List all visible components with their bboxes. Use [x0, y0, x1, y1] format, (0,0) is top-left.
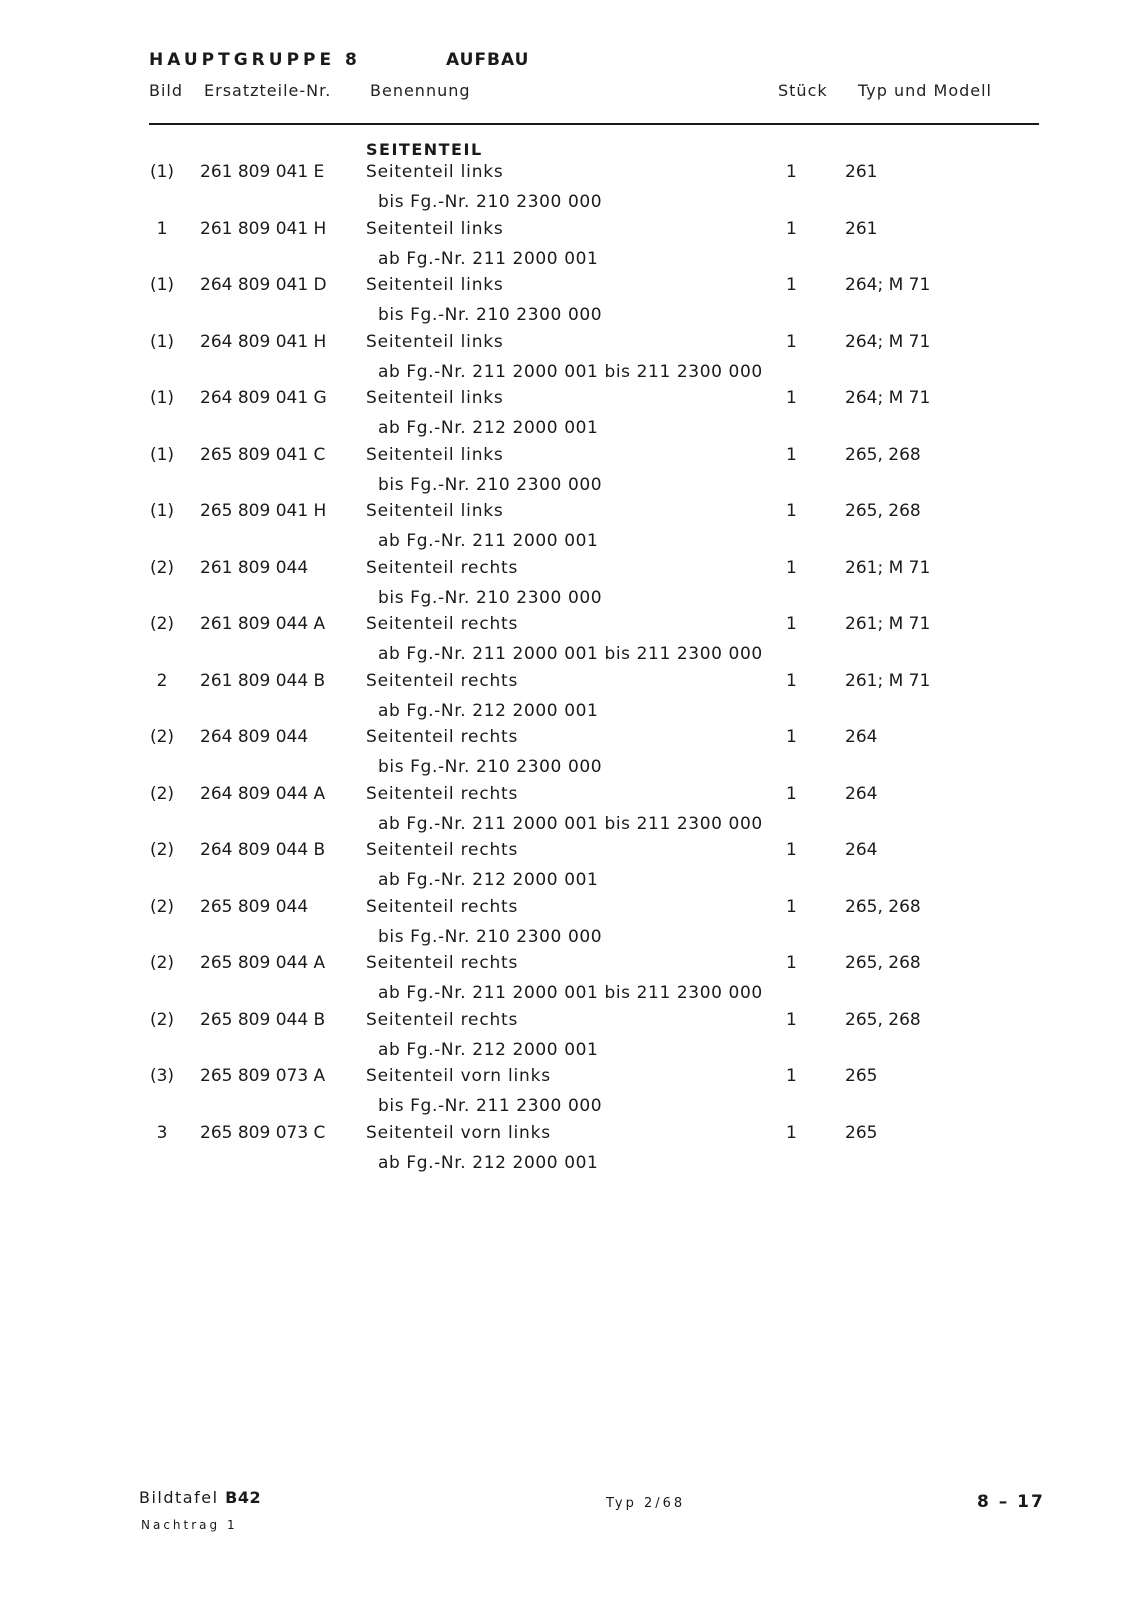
row-note: ab Fg.-Nr. 212 2000 001 [378, 1152, 599, 1173]
footer-nachtrag: Nachtrag 1 [141, 1518, 238, 1532]
row-type-model: 265, 268 [845, 444, 921, 465]
bildtafel-code: B42 [225, 1488, 262, 1507]
row-quantity: 1 [786, 1122, 797, 1143]
row-part-number: 265 809 044 B [200, 1009, 326, 1030]
row-part-number: 265 809 044 [200, 896, 309, 917]
row-type-model: 264; M 71 [845, 275, 931, 295]
table-row [0, 727, 1133, 783]
row-name: Seitenteil links [366, 162, 504, 182]
row-name: Seitenteil rechts [366, 783, 519, 804]
row-bild: (2) [149, 727, 175, 747]
row-quantity: 1 [786, 783, 797, 804]
row-note: ab Fg.-Nr. 211 2000 001 [378, 531, 599, 551]
row-type-model: 264; M 71 [845, 331, 931, 352]
row-name: Seitenteil vorn links [366, 1066, 551, 1086]
row-name: Seitenteil rechts [366, 953, 519, 973]
row-bild: (1) [149, 501, 175, 521]
row-name: Seitenteil links [366, 444, 504, 465]
row-part-number: 265 809 041 H [200, 501, 327, 521]
row-note: ab Fg.-Nr. 212 2000 001 [378, 870, 599, 890]
table-row [0, 275, 1133, 331]
column-header-quantity: Stück [778, 81, 828, 100]
row-note: bis Fg.-Nr. 210 2300 000 [378, 757, 603, 777]
footer-typ: Typ 2/68 [606, 1496, 686, 1511]
row-type-model: 264 [845, 783, 878, 804]
row-bild: (2) [149, 953, 175, 973]
row-part-number: 261 809 044 [200, 557, 309, 578]
table-row [0, 1066, 1133, 1122]
row-bild: 2 [156, 670, 168, 691]
row-quantity: 1 [786, 331, 797, 352]
row-quantity: 1 [786, 670, 797, 691]
row-note: ab Fg.-Nr. 211 2000 001 bis 211 2300 000 [378, 361, 763, 382]
row-name: Seitenteil rechts [366, 614, 519, 634]
table-row [0, 671, 1133, 727]
row-type-model: 264; M 71 [845, 388, 931, 408]
row-type-model: 265 [845, 1122, 878, 1143]
row-name: Seitenteil links [366, 218, 504, 239]
row-name: Seitenteil links [366, 501, 504, 521]
table-row [0, 558, 1133, 614]
row-name: Seitenteil rechts [366, 557, 519, 578]
row-note: ab Fg.-Nr. 212 2000 001 [378, 700, 599, 721]
row-type-model: 261 [845, 218, 878, 239]
row-name: Seitenteil rechts [366, 670, 519, 691]
row-note: bis Fg.-Nr. 211 2300 000 [378, 1096, 603, 1116]
column-header-type-model: Typ und Modell [858, 81, 992, 100]
row-bild: (2) [149, 557, 175, 578]
row-type-model: 265, 268 [845, 501, 921, 521]
row-quantity: 1 [786, 953, 797, 973]
table-row [0, 388, 1133, 444]
row-note: bis Fg.-Nr. 210 2300 000 [378, 926, 603, 947]
row-type-model: 261; M 71 [845, 670, 931, 691]
row-quantity: 1 [786, 218, 797, 239]
row-type-model: 265, 268 [845, 953, 921, 973]
row-bild: 1 [156, 218, 168, 239]
row-note: bis Fg.-Nr. 210 2300 000 [378, 474, 603, 495]
table-row [0, 953, 1133, 1009]
row-bild: (1) [149, 331, 175, 352]
row-type-model: 265, 268 [845, 1009, 921, 1030]
row-type-model: 261; M 71 [845, 557, 931, 578]
row-note: ab Fg.-Nr. 211 2000 001 bis 211 2300 000 [378, 813, 763, 834]
table-row [0, 840, 1133, 896]
row-part-number: 264 809 044 [200, 727, 309, 747]
row-part-number: 264 809 044 B [200, 840, 326, 860]
row-note: bis Fg.-Nr. 210 2300 000 [378, 305, 603, 325]
row-part-number: 264 809 041 G [200, 388, 327, 408]
row-part-number: 264 809 041 H [200, 331, 327, 352]
row-type-model: 265, 268 [845, 896, 921, 917]
row-part-number: 261 809 044 B [200, 670, 326, 691]
row-quantity: 1 [786, 444, 797, 465]
row-quantity: 1 [786, 840, 797, 860]
table-row [0, 1010, 1133, 1066]
row-quantity: 1 [786, 557, 797, 578]
row-quantity: 1 [786, 727, 797, 747]
row-part-number: 265 809 044 A [200, 953, 326, 973]
row-bild: 3 [156, 1122, 168, 1143]
row-name: Seitenteil links [366, 388, 504, 408]
row-part-number: 265 809 073 C [200, 1122, 326, 1143]
row-bild: (1) [149, 388, 175, 408]
table-row [0, 897, 1133, 953]
row-part-number: 265 809 041 C [200, 444, 326, 465]
footer-bildtafel [139, 1488, 261, 1507]
bildtafel-label: Bildtafel [139, 1488, 219, 1507]
row-bild: (1) [149, 162, 175, 182]
row-name: Seitenteil rechts [366, 840, 519, 860]
row-bild: (2) [149, 840, 175, 860]
row-bild: (1) [149, 275, 175, 295]
header-rule [149, 123, 1039, 125]
row-name: Seitenteil rechts [366, 1009, 519, 1030]
row-quantity: 1 [786, 501, 797, 521]
column-header-part-number: Ersatzteile-Nr. [204, 81, 332, 100]
row-quantity: 1 [786, 162, 797, 182]
row-part-number: 261 809 041 E [200, 162, 325, 182]
row-quantity: 1 [786, 275, 797, 295]
row-quantity: 1 [786, 896, 797, 917]
row-bild: (2) [149, 896, 175, 917]
row-note: bis Fg.-Nr. 210 2300 000 [378, 192, 603, 212]
row-bild: (1) [149, 444, 175, 465]
parts-section-title: SEITENTEIL [366, 140, 483, 159]
row-bild: (2) [149, 614, 175, 634]
row-bild: (3) [149, 1066, 175, 1086]
row-quantity: 1 [786, 1066, 797, 1086]
row-bild: (2) [149, 1009, 175, 1030]
row-type-model: 261; M 71 [845, 614, 931, 634]
page-number: 8 – 17 [977, 1492, 1045, 1512]
row-name: Seitenteil rechts [366, 896, 519, 917]
row-note: ab Fg.-Nr. 211 2000 001 [378, 248, 599, 269]
section-heading: AUFBAU [446, 50, 530, 70]
row-name: Seitenteil rechts [366, 727, 519, 747]
row-type-model: 264 [845, 727, 878, 747]
row-part-number: 261 809 044 A [200, 614, 326, 634]
table-row [0, 219, 1133, 275]
row-note: ab Fg.-Nr. 211 2000 001 bis 211 2300 000 [378, 983, 763, 1003]
table-row [0, 784, 1133, 840]
row-quantity: 1 [786, 614, 797, 634]
column-header-name: Benennung [370, 81, 471, 100]
row-type-model: 261 [845, 162, 878, 182]
row-type-model: 265 [845, 1066, 878, 1086]
row-name: Seitenteil links [366, 331, 504, 352]
row-part-number: 265 809 073 A [200, 1066, 326, 1086]
row-note: bis Fg.-Nr. 210 2300 000 [378, 587, 603, 608]
table-row [0, 501, 1133, 557]
row-quantity: 1 [786, 388, 797, 408]
row-note: ab Fg.-Nr. 211 2000 001 bis 211 2300 000 [378, 644, 763, 664]
row-note: ab Fg.-Nr. 212 2000 001 [378, 418, 599, 438]
table-row [0, 332, 1133, 388]
row-bild: (2) [149, 783, 175, 804]
row-quantity: 1 [786, 1009, 797, 1030]
row-note: ab Fg.-Nr. 212 2000 001 [378, 1039, 599, 1060]
row-part-number: 264 809 041 D [200, 275, 327, 295]
main-group-title: HAUPTGRUPPE 8 [149, 50, 361, 70]
table-row [0, 445, 1133, 501]
row-part-number: 261 809 041 H [200, 218, 327, 239]
row-name: Seitenteil links [366, 275, 504, 295]
row-type-model: 264 [845, 840, 878, 860]
row-name: Seitenteil vorn links [366, 1122, 551, 1143]
column-header-bild: Bild [149, 81, 184, 100]
table-row [0, 614, 1133, 670]
table-row [0, 1123, 1133, 1179]
row-part-number: 264 809 044 A [200, 783, 326, 804]
table-row [0, 162, 1133, 218]
